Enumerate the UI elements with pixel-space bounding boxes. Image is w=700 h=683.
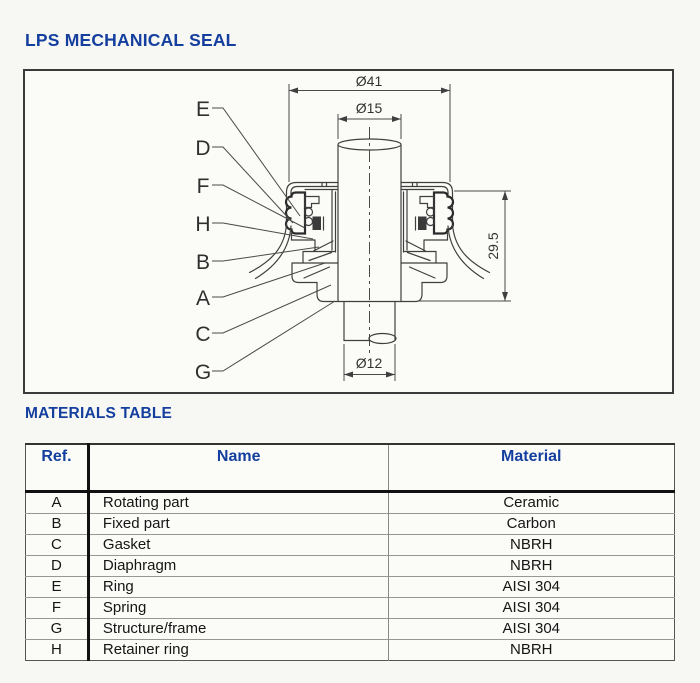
dimension-shaft-bottom	[344, 344, 395, 381]
seal-half-section-mirrored	[369, 183, 490, 302]
name-cell: Rotating part	[88, 492, 388, 514]
material-cell: Ceramic	[503, 494, 560, 511]
name-cell: Ring	[88, 577, 388, 598]
table-row	[26, 640, 675, 661]
material-cell: NBRH	[509, 557, 553, 574]
leader-line	[212, 263, 325, 297]
part-label: G	[194, 361, 212, 384]
leader-line	[212, 285, 331, 333]
table-row	[26, 535, 675, 556]
ref-cell: E	[26, 577, 89, 598]
name-cell: Fixed part	[88, 514, 388, 535]
material-cell: AISI 304	[502, 599, 561, 616]
material-cell: NBRH	[509, 536, 553, 553]
column-header-ref: Ref.	[26, 444, 89, 492]
table-row	[26, 492, 675, 514]
table-row	[26, 577, 675, 598]
material-cell: Carbon	[506, 515, 556, 532]
materials-table-title: MATERIALS TABLE	[25, 405, 173, 422]
leader-line	[212, 147, 293, 223]
table-row	[26, 514, 675, 535]
part-label: E	[195, 98, 211, 121]
column-header-name: Name	[88, 444, 388, 492]
material-cell: AISI 304	[502, 620, 561, 637]
ref-cell: H	[26, 640, 89, 661]
name-cell: Gasket	[88, 535, 388, 556]
column-header-material: Material	[501, 448, 562, 465]
dimension-label: Ø12	[355, 355, 383, 371]
table-row	[26, 598, 675, 619]
ref-cell: D	[26, 556, 89, 577]
part-label: B	[195, 251, 211, 274]
ref-cell: C	[26, 535, 89, 556]
part-label: C	[195, 323, 211, 346]
shaft-break-ellipse	[369, 334, 396, 344]
mechanical-seal-drawing	[25, 71, 672, 392]
page-title: LPS MECHANICAL SEAL	[25, 30, 237, 50]
seal-half-section	[250, 183, 371, 302]
name-cell: Retainer ring	[88, 640, 388, 661]
materials-table	[25, 443, 675, 661]
seal-face-dark	[313, 217, 322, 231]
material-cell: NBRH	[509, 641, 553, 658]
seal-drawing-panel	[23, 69, 674, 394]
dimension-label: 29.5	[485, 232, 501, 260]
name-cell: Diaphragm	[88, 556, 388, 577]
dimension-label: Ø41	[355, 73, 383, 89]
name-cell: Spring	[88, 598, 388, 619]
leader-line	[212, 301, 335, 371]
ref-cell: G	[26, 619, 89, 640]
table-row	[26, 619, 675, 640]
material-cell: AISI 304	[502, 578, 561, 595]
ref-cell: F	[26, 598, 89, 619]
part-label: H	[195, 213, 211, 236]
part-label: A	[195, 287, 211, 310]
part-label: D	[195, 137, 211, 160]
part-labels	[195, 98, 335, 384]
dimension-label: Ø15	[355, 100, 383, 116]
ref-cell: B	[26, 514, 89, 535]
materials-table-header-row	[26, 444, 675, 492]
name-cell: Structure/frame	[88, 619, 388, 640]
table-row	[26, 556, 675, 577]
ref-cell: A	[26, 492, 89, 514]
ring-part	[286, 193, 305, 234]
part-label: F	[196, 175, 210, 198]
